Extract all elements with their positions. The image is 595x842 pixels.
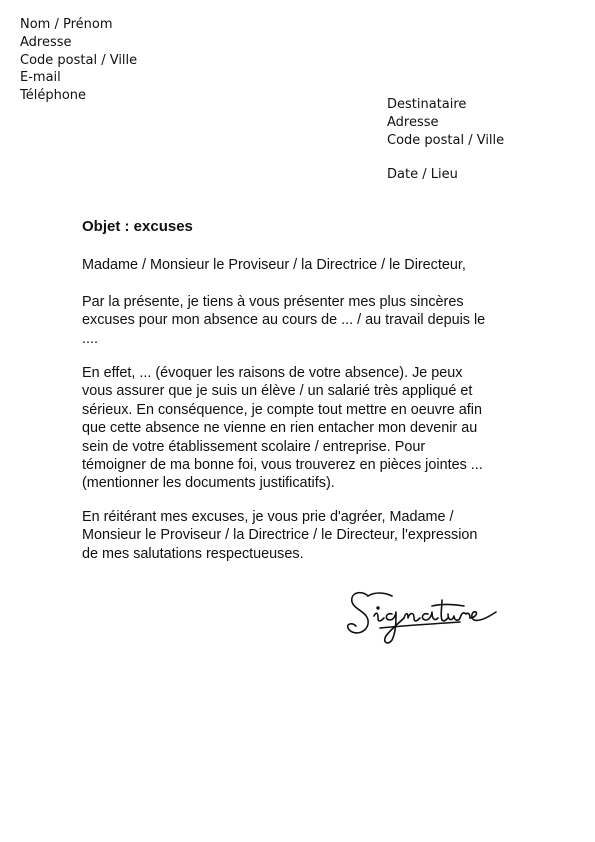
- paragraph-intro: [82, 293, 522, 348]
- sender-address: Adresse: [20, 34, 72, 50]
- paragraph-line: En réitérant mes excuses, je vous prie d'agréer, Madame /: [82, 509, 454, 525]
- paragraph-line: Monsieur le Proviseur / la Directrice / le Directeur, l'expression: [82, 527, 478, 544]
- sender-phone: Téléphone: [20, 88, 87, 104]
- paragraph-line: que cette absence ne vienne en rien entacher mon devenir au: [82, 420, 478, 437]
- recipient-address: Adresse: [387, 115, 439, 130]
- paragraph-line: En effet, ... (évoquer les raisons de votre absence). Je peux: [82, 365, 463, 381]
- paragraph-line: sérieux. En conséquence, je compte tout mettre en oeuvre afin: [82, 401, 482, 418]
- paragraph-line: (mentionner les documents justificatifs).: [82, 475, 335, 492]
- paragraph-line: ....: [82, 330, 98, 347]
- letter-subject: Objet : excuses: [82, 218, 193, 235]
- sender-email: E-mail: [20, 70, 61, 86]
- handwritten-signature-icon: [340, 582, 510, 652]
- sender-name: Nom / Prénom: [20, 17, 113, 32]
- signature: [340, 582, 510, 652]
- recipient-name: Destinataire: [387, 97, 467, 112]
- paragraph-line: témoigner de ma bonne foi, vous trouverez en pièces jointes ...: [82, 457, 483, 474]
- paragraph-line: de mes salutations respectueuses.: [82, 545, 304, 562]
- paragraph-reasons: [82, 364, 522, 493]
- sender-postal-city: Code postal / Ville: [20, 52, 138, 68]
- salutation: [82, 256, 522, 274]
- sender-block: [20, 16, 137, 105]
- recipient-block: [387, 96, 504, 150]
- paragraph-line: excuses pour mon absence au cours de ... / au travail depuis le: [82, 312, 486, 329]
- paragraph-line: sein de votre établissement scolaire / entreprise. Pour: [82, 438, 426, 455]
- salutation-line: Madame / Monsieur le Proviseur / la Directrice / le Directeur,: [82, 257, 466, 273]
- paragraph-closing: [82, 508, 522, 563]
- paragraph-line: Par la présente, je tiens à vous présenter mes plus sincères: [82, 294, 464, 310]
- paragraph-line: vous assurer que je suis un élève / un salarié très appliqué et: [82, 383, 473, 400]
- recipient-postal-city: Code postal / Ville: [387, 133, 505, 148]
- date-place: Date / Lieu: [387, 167, 458, 182]
